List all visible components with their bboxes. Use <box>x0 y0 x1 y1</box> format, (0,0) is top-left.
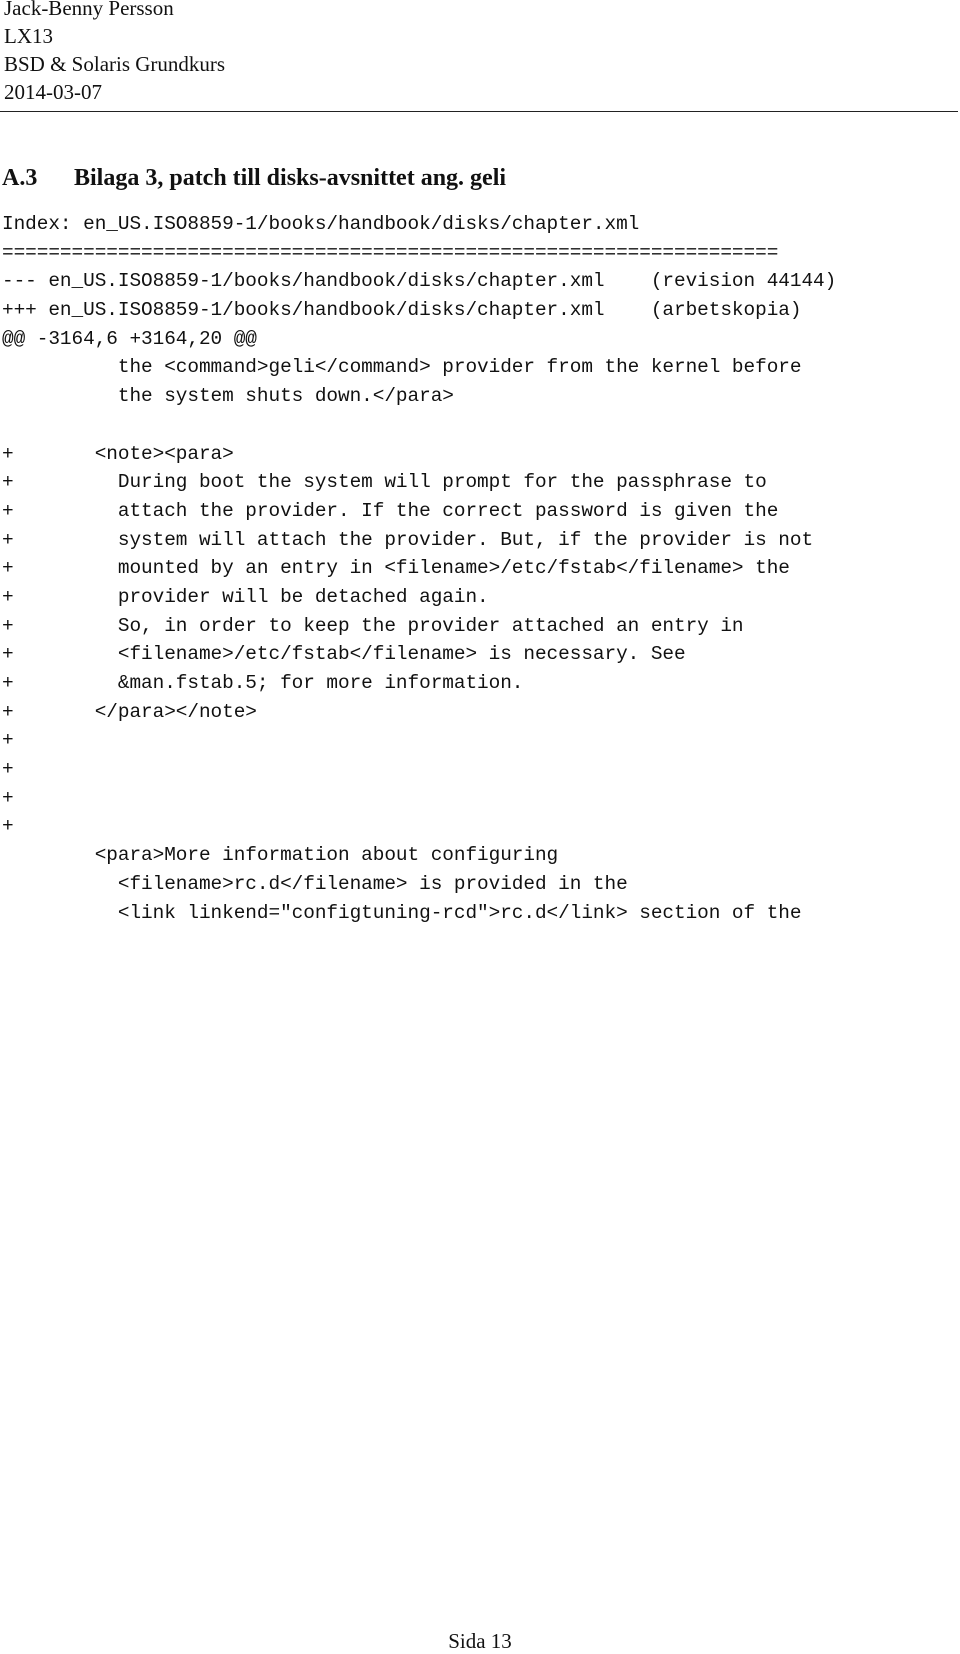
document-date: 2014-03-07 <box>4 80 102 104</box>
header-divider <box>0 111 958 112</box>
code-line: @@ -3164,6 +3164,20 @@ <box>2 327 257 350</box>
page-number: Sida 13 <box>448 1629 512 1653</box>
code-line: + <box>2 758 14 781</box>
course-name: BSD & Solaris Grundkurs <box>4 52 226 76</box>
code-line: --- en_US.ISO8859-1/books/handbook/disks/chapter.xml (revision 44144) <box>2 270 837 293</box>
code-line <box>2 411 836 440</box>
code-line: + <box>2 815 14 838</box>
code-line: Index: en_US.ISO8859-1/books/handbook/disks/chapter.xml <box>2 213 640 235</box>
page-header <box>4 0 225 106</box>
page-footer <box>0 1628 960 1654</box>
code-line: + &man.fstab.5; for more information. <box>2 672 524 694</box>
course-code: LX13 <box>4 24 53 48</box>
code-line: + <box>2 729 14 752</box>
code-line: =================================================================== <box>2 241 779 264</box>
section-heading <box>2 162 506 194</box>
code-line: + system will attach the provider. But, if the provider is not <box>2 528 814 551</box>
section-number: A.3 <box>2 165 38 191</box>
code-line: <filename>rc.d</filename> is provided in the <box>2 872 628 895</box>
code-line: + <filename>/etc/fstab</filename> is necessary. See <box>2 643 686 666</box>
code-line: + </para></note> <box>2 700 257 723</box>
code-line: + So, in order to keep the provider attached an entry in <box>2 614 744 637</box>
code-line: <link linkend="configtuning-rcd">rc.d</link> section of the <box>2 901 802 924</box>
code-line: + <box>2 786 14 809</box>
patch-code-block <box>2 210 836 927</box>
code-line: the system shuts down.</para> <box>2 385 454 408</box>
code-line: the <command>geli</command> provider from the kernel before <box>2 356 802 379</box>
code-line: <para>More information about configuring <box>2 844 559 867</box>
code-line: + provider will be detached again. <box>2 585 489 608</box>
code-line: + <note><para> <box>2 442 234 465</box>
code-line: + attach the provider. If the correct password is given the <box>2 499 779 522</box>
code-line: + mounted by an entry in <filename>/etc/fstab</filename> the <box>2 557 790 580</box>
code-line: + During boot the system will prompt for the passphrase to <box>2 471 767 494</box>
section-title-text: Bilaga 3, patch till disks-avsnittet ang. geli <box>74 165 507 191</box>
author-name: Jack-Benny Persson <box>4 0 174 20</box>
code-line: +++ en_US.ISO8859-1/books/handbook/disks/chapter.xml (arbetskopia) <box>2 299 802 322</box>
